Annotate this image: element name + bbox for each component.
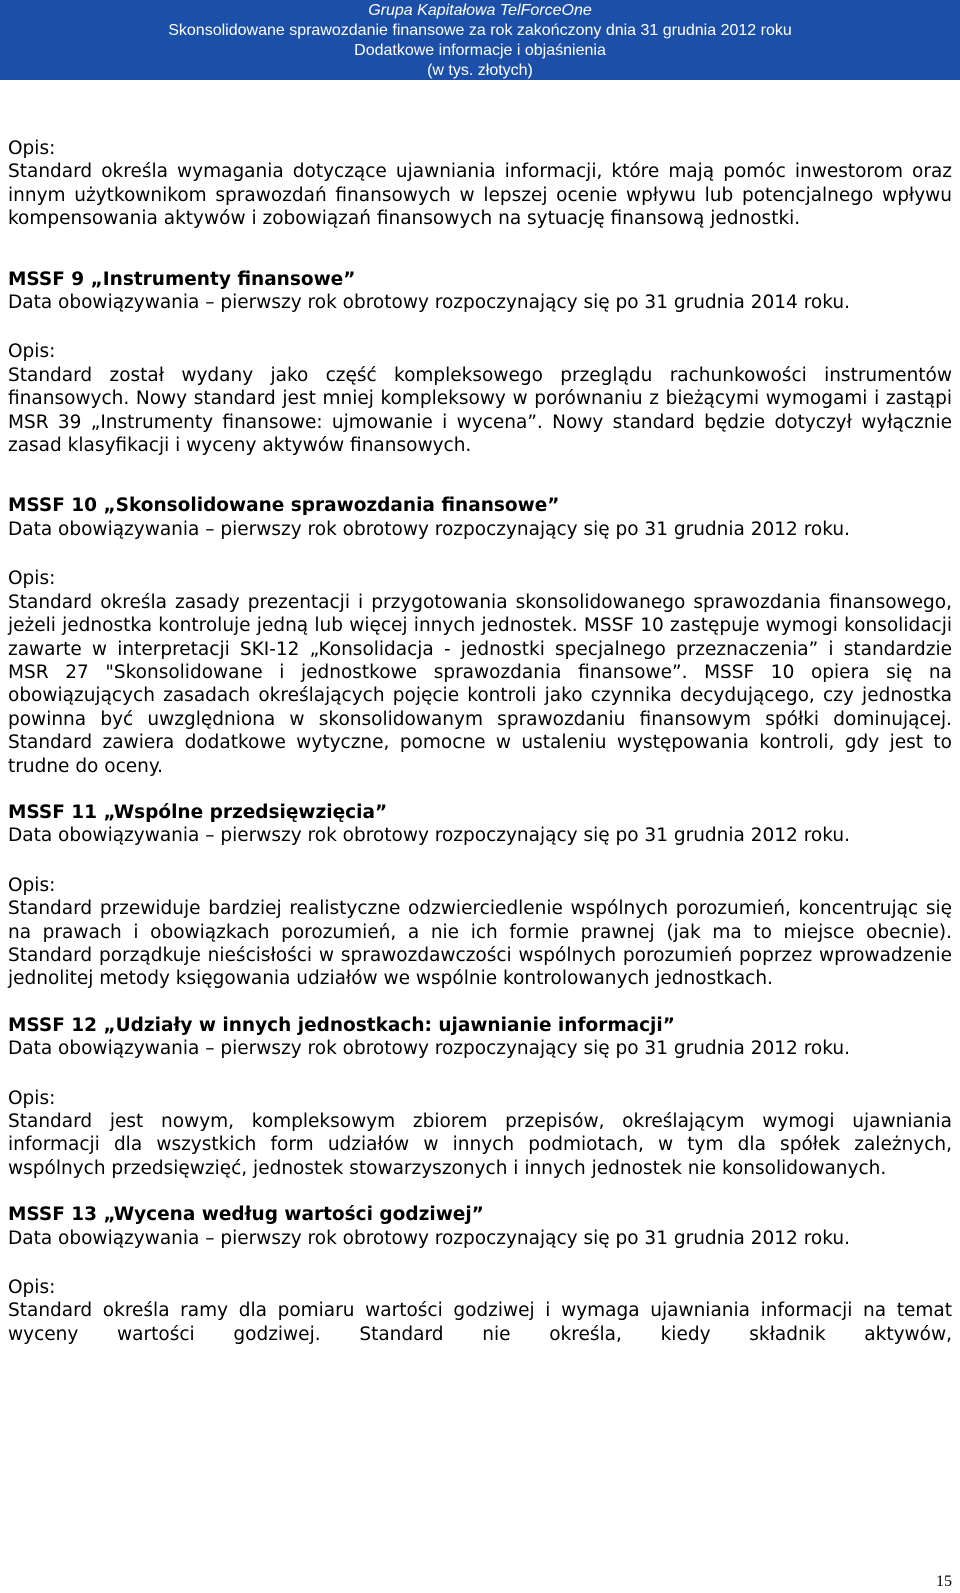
report-title: Skonsolidowane sprawozdanie finansowe za rok zakończony dnia 31 grudnia 2012 roku [168, 22, 792, 39]
effective-date: Data obowiązywania – pierwszy rok obrotowy rozpoczynający się po 31 grudnia 2012 roku. [8, 825, 850, 847]
effective-date: Data obowiązywania – pierwszy rok obrotowy rozpoczynający się po 31 grudnia 2012 roku. [8, 518, 850, 540]
document-header [0, 0, 960, 80]
effective-date: Data obowiązywania – pierwszy rok obrotowy rozpoczynający się po 31 grudnia 2014 roku. [8, 292, 850, 314]
company-name: Grupa Kapitałowa TelForceOne [368, 2, 592, 19]
standard-mssf-9 [8, 268, 952, 458]
standard-description: Standard jest nowym, kompleksowym zbiorem przepisów, określającym wymogi ujawniania informacji dla wszystkich form udziałów w innych podmiotach, w tym dla spółek zależnych, wspólnych przedsięwzięć, jednostek stowarzyszonych i innych jednostek nie konsolidowanych. [8, 1111, 952, 1179]
standard-description: Standard określa zasady prezentacji i przygotowania skonsolidowanego sprawozdania finansowego, jeżeli jednostka kontroluje jedną lub więcej innych jednostek. MSSF 10 zastępuje wymogi konsolidacji zawarte w interpretacji SKI-12 „Konsolidacja - jednostki specjalnego przeznaczenia” i standardzie MSR 27 "Skonsolidowane i jednostkowe sprawozdania finansowe”. MSSF 10 opiera się na obowiązujących zasadach określających pojęcie kontroli jako czynnika decydującego, czy jednostka powinna być uwzględniona w skonsolidowanym sprawozdaniu finansowym spółki dominującej. Standard zawiera dodatkowe wytyczne, pomocne w ustaleniu występowania kontroli, gdy jest to trudne do oceny. [8, 591, 952, 777]
standard-title: MSSF 9 „Instrumenty finansowe” [8, 268, 356, 290]
standard-title: MSSF 12 „Udziały w innych jednostkach: ujawnianie informacji” [8, 1014, 675, 1036]
section-title: Dodatkowe informacje i objaśnienia [354, 42, 606, 59]
opis-label: Opis: [8, 1087, 56, 1109]
standard-mssf-11 [8, 801, 952, 991]
standard-description: Standard został wydany jako część kompleksowego przeglądu rachunkowości instrumentów finansowych. Nowy standard jest mniej kompleksowy w porównaniu z bieżącymi wymogami i zastąpi MSR 39 „Instrumenty finansowe: ujmowanie i wycena”. Nowy standard będzie dotyczył wyłącznie zasad klasyfikacji i wyceny aktywów finansowych. [8, 364, 952, 457]
opis-label: Opis: [8, 341, 56, 363]
effective-date: Data obowiązywania – pierwszy rok obrotowy rozpoczynający się po 31 grudnia 2012 roku. [8, 1038, 850, 1060]
standard-description: Standard przewiduje bardziej realistyczne odzwierciedlenie wspólnych porozumień, koncentrując się na prawach i obowiązkach porozumień, a nie ich formie prawnej (jak ma to miejsce obecnie). Standard porządkuje nieścisłości w sprawozdawczości wspólnych porozumień poprzez wprowadzenie jednolitej metody księgowania udziałów we wspólnie kontrolowanych jednostkach. [8, 898, 952, 990]
units-note: (w tys. złotych) [427, 62, 533, 79]
opis-label: Opis: [8, 874, 56, 896]
page-number: 15 [936, 1573, 952, 1590]
intro-section [8, 137, 952, 231]
standard-title: MSSF 11 „Wspólne przedsięwzięcia” [8, 801, 388, 823]
standard-mssf-12 [8, 1014, 952, 1180]
standard-mssf-10 [8, 494, 952, 777]
effective-date: Data obowiązywania – pierwszy rok obrotowy rozpoczynający się po 31 grudnia 2012 roku. [8, 1227, 850, 1249]
opis-label: Opis: [8, 568, 56, 590]
opis-label: Opis: [8, 138, 56, 159]
intro-text: Standard określa wymagania dotyczące ujawniania informacji, które mają pomóc inwestorom oraz innym użytkownikom sprawozdań finansowych w lepszej ocenie wpływu lub potencjalnego wpływu kompensowania aktywów i zobowiązań finansowych na sytuację finansową jednostki. [8, 161, 952, 230]
document-body [8, 137, 952, 1346]
standard-mssf-13 [8, 1203, 952, 1346]
standard-description: Standard określa ramy dla pomiaru wartości godziwej i wymaga ujawniania informacji na temat wyceny wartości godziwej. Standard nie określa, kiedy składnik aktywów, [8, 1300, 952, 1345]
opis-label: Opis: [8, 1277, 56, 1299]
standard-title: MSSF 10 „Skonsolidowane sprawozdania finansowe” [8, 495, 560, 517]
standard-title: MSSF 13 „Wycena według wartości godziwej” [8, 1204, 484, 1226]
